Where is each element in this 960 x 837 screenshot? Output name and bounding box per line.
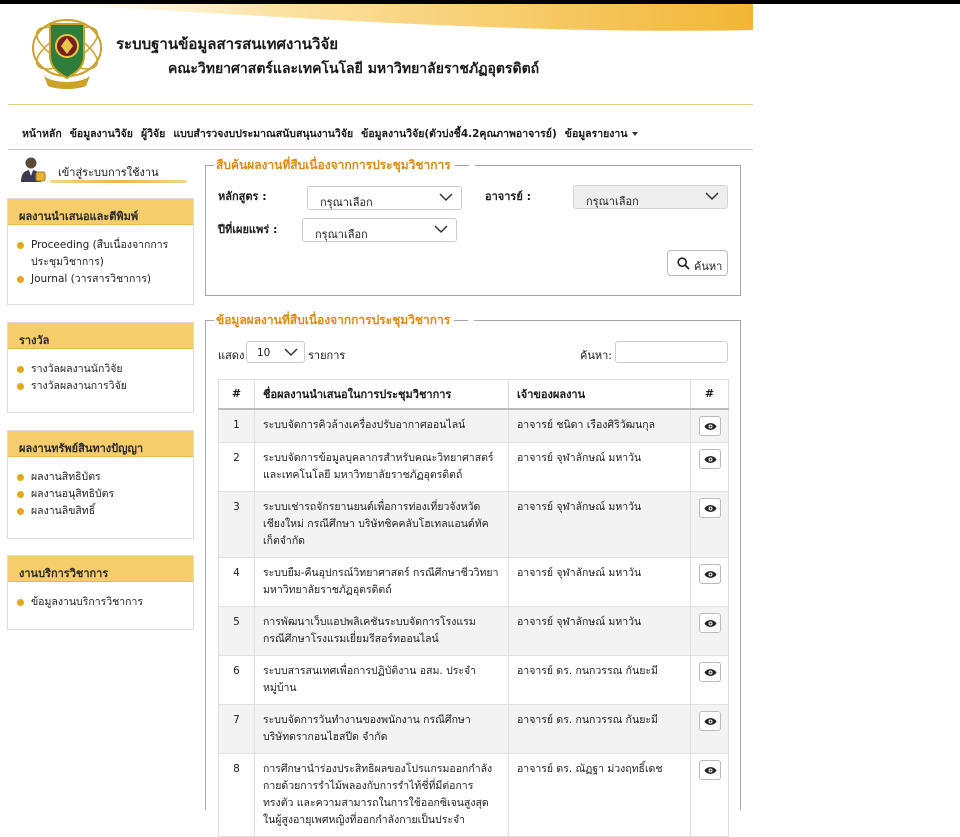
site-header [8,4,753,102]
chevron-down-icon [434,224,448,234]
user-login-icon [20,156,46,184]
sidebar-section-academic-service [7,555,194,630]
row-owner: อาจารย์ ดร. ณัฏฐา ม่วงฤทธิ์เดช [509,753,691,836]
eye-icon [704,570,717,579]
eye-icon [704,504,717,513]
search-icon [677,257,690,270]
teacher-select[interactable] [573,185,728,209]
table-row [219,491,729,557]
filter-input[interactable] [615,341,728,363]
chevron-down-icon [705,191,719,201]
page-length-select[interactable] [246,341,305,363]
table-row [219,557,729,606]
row-title: ระบบสารสนเทศเพื่อการปฏิบัติงาน อสม. ประจำหมู่บ้าน [255,655,509,704]
row-title: การพัฒนาเว็บแอปพลิเคชันระบบจัดการโรงแรม กรณีศึกษาโรงแรมเยี่ยมรีสอร์ทออนไลน์ [255,606,509,655]
table-header-row [219,380,729,409]
sidebar-section-title: ผลงานนำเสนอและตีพิมพ์ [8,199,193,225]
row-owner: อาจารย์ ชนิดา เรืองศิริวัฒนกุล [509,409,691,443]
row-number: 7 [219,704,255,753]
nav-item-reports-dropdown[interactable] [565,125,638,141]
table-row [219,753,729,836]
row-owner: อาจารย์ จุฬาลักษณ์ มหาวัน [509,606,691,655]
login-label: เข้าสู่ระบบการใช้งาน [58,166,159,179]
page-length-value: 10 [257,347,271,359]
view-button[interactable] [699,662,721,682]
nav-divider [8,149,753,150]
sidebar-item-proceeding[interactable]: Proceeding (สืบเนื่องจากการประชุมวิชาการ) [16,237,185,271]
sidebar-item-journal[interactable]: Journal (วารสารวิชาการ) [16,271,185,288]
caret-down-icon [632,132,638,136]
view-button[interactable] [699,760,721,780]
eye-icon [704,455,717,464]
eye-icon [704,766,717,775]
row-owner: อาจารย์ จุฬาลักษณ์ มหาวัน [509,491,691,557]
view-button[interactable] [699,498,721,518]
table-row [219,409,729,443]
sidebar-item-petty-patent[interactable]: ผลงานอนุสิทธิบัตร [16,486,185,503]
column-header-title[interactable]: ชื่อผลงานนำเสนอในการประชุมวิชาการ [255,380,509,409]
nav-item-reports-label: ข้อมูลรายงาน [564,128,628,140]
nav-item-research-data[interactable]: ข้อมูลงานวิจัย [69,128,133,140]
login-link[interactable] [20,156,190,190]
row-owner: อาจารย์ จุฬาลักษณ์ มหาวัน [509,442,691,491]
row-title: ระบบจัดการคิวล้างเครื่องปรับอากาศออนไลน์ [255,409,509,443]
eye-icon [704,422,717,431]
sidebar-item-patent[interactable]: ผลงานสิทธิบัตร [16,469,185,486]
sidebar-item-researcher-award[interactable]: รางวัลผลงานนักวิจัย [16,361,185,378]
row-title: ระบบเช่ารถจักรยานยนต์เพื่อการท่องเที่ยวจังหวัดเชียงใหม่ กรณีศึกษา บริษัทชิคคลับโฮเทลแอนด์ทัคเก็ตจำกัด [255,491,509,557]
year-select-value: กรุณาเลือก [315,228,368,241]
sidebar-section-title: ผลงานทรัพย์สินทางปัญญา [8,431,193,457]
row-title: การศึกษานำร่องประสิทธิผลของโปรแกรมออกกำลังกายด้วยการรำไม้พลองกับการรำไท้ชี่ที่มีต่อการทรงตัว และความสามารถในการใช้ออกซิเจนสูงสุดในผู้สูงอายุเพศหญิงที่ออกกำลังกายเป็นประจำ [255,753,509,836]
view-button[interactable] [699,416,721,436]
view-button[interactable] [699,449,721,469]
view-button[interactable] [699,711,721,731]
header-divider [8,104,753,105]
eye-icon [704,717,717,726]
table-row [219,442,729,491]
column-header-action: # [691,380,729,409]
chevron-down-icon [439,192,453,202]
row-number: 6 [219,655,255,704]
course-label: หลักสูตร : [218,190,267,203]
row-number: 8 [219,753,255,836]
results-table [218,379,729,837]
sidebar-item-research-award[interactable]: รางวัลผลงานการวิจัย [16,378,185,395]
search-button[interactable] [667,250,728,276]
teacher-select-value: กรุณาเลือก [586,195,639,208]
university-logo-icon [30,10,104,92]
chevron-down-icon [284,347,298,357]
nav-item-home[interactable]: หน้าหลัก [22,128,62,140]
row-number: 5 [219,606,255,655]
sidebar-section-title: งานบริการวิชาการ [8,556,193,582]
main-navigation [22,125,646,141]
row-number: 4 [219,557,255,606]
course-select-value: กรุณาเลือก [320,196,373,209]
row-owner: อาจารย์ ดร. กนกวรรณ กันยะมี [509,655,691,704]
sidebar-section-awards [7,322,194,413]
row-number: 2 [219,442,255,491]
table-row [219,606,729,655]
row-title: ระบบจัดการข้อมูลบุคลากรสำหรับคณะวิทยาศาสตร์และเทคโนโลยี มหาวิทยาลัยราชภัฏอุตรดิตถ์ [255,442,509,491]
login-underline-decoration [50,180,187,183]
column-header-number[interactable]: # [219,380,255,409]
year-select[interactable] [302,218,457,242]
sidebar-item-academic-service-data[interactable]: ข้อมูลงานบริการวิชาการ [16,594,185,611]
row-title: ระบบจัดการวันทำงานของพนักงาน กรณีศึกษา บริษัทดรากอนไฮสปีด จำกัด [255,704,509,753]
search-button-label: ค้นหา [694,260,723,273]
table-row [219,704,729,753]
view-button[interactable] [699,613,721,633]
nav-item-indicator-4-2[interactable]: ข้อมูลงานวิจัย(ตัวบ่งชี้4.2คุณภาพอาจารย์) [361,128,557,140]
site-title: ระบบฐานข้อมูลสารสนเทศงานวิจัย [116,35,339,53]
view-button[interactable] [699,564,721,584]
row-owner: อาจารย์ ดร. กนกวรรณ กันยะมี [509,704,691,753]
nav-item-budget-survey[interactable]: แบบสำรวจงบประมาณสนับสนุนงานวิจัย [173,128,354,140]
sidebar-section-publications [7,198,194,305]
eye-icon [704,619,717,628]
row-title: ระบบยืม-คืนอุปกรณ์วิทยาศาสตร์ กรณีศึกษาชีววิทยา มหาวิทยาลัยราชภัฏอุตรดิตถ์ [255,557,509,606]
table-row [219,655,729,704]
entries-label: รายการ [308,349,346,362]
row-owner: อาจารย์ จุฬาลักษณ์ มหาวัน [509,557,691,606]
row-number: 1 [219,409,255,443]
sidebar-section-intellectual-property [7,430,194,539]
filter-label: ค้นหา: [580,349,613,362]
site-subtitle: คณะวิทยาศาสตร์และเทคโนโลยี มหาวิทยาลัยราชภัฏอุตรดิตถ์ [168,61,540,77]
column-header-owner[interactable]: เจ้าของผลงาน [509,380,691,409]
sidebar-item-copyright[interactable]: ผลงานลิขสิทธิ์ [16,503,185,520]
year-label: ปีที่เผยแพร่ : [218,223,278,236]
nav-item-researchers[interactable]: ผู้วิจัย [140,128,166,140]
search-panel-legend: สืบค้นผลงานที่สืบเนื่องจากการประชุมวิชาการ [214,156,475,175]
row-number: 3 [219,491,255,557]
show-label: แสดง [218,349,245,362]
results-panel-legend: ข้อมูลผลงานที่สืบเนื่องจากการประชุมวิชาการ [214,311,474,330]
course-select[interactable] [307,186,462,210]
sidebar-section-title: รางวัล [8,323,193,349]
teacher-label: อาจารย์ : [485,190,531,203]
eye-icon [704,668,717,677]
